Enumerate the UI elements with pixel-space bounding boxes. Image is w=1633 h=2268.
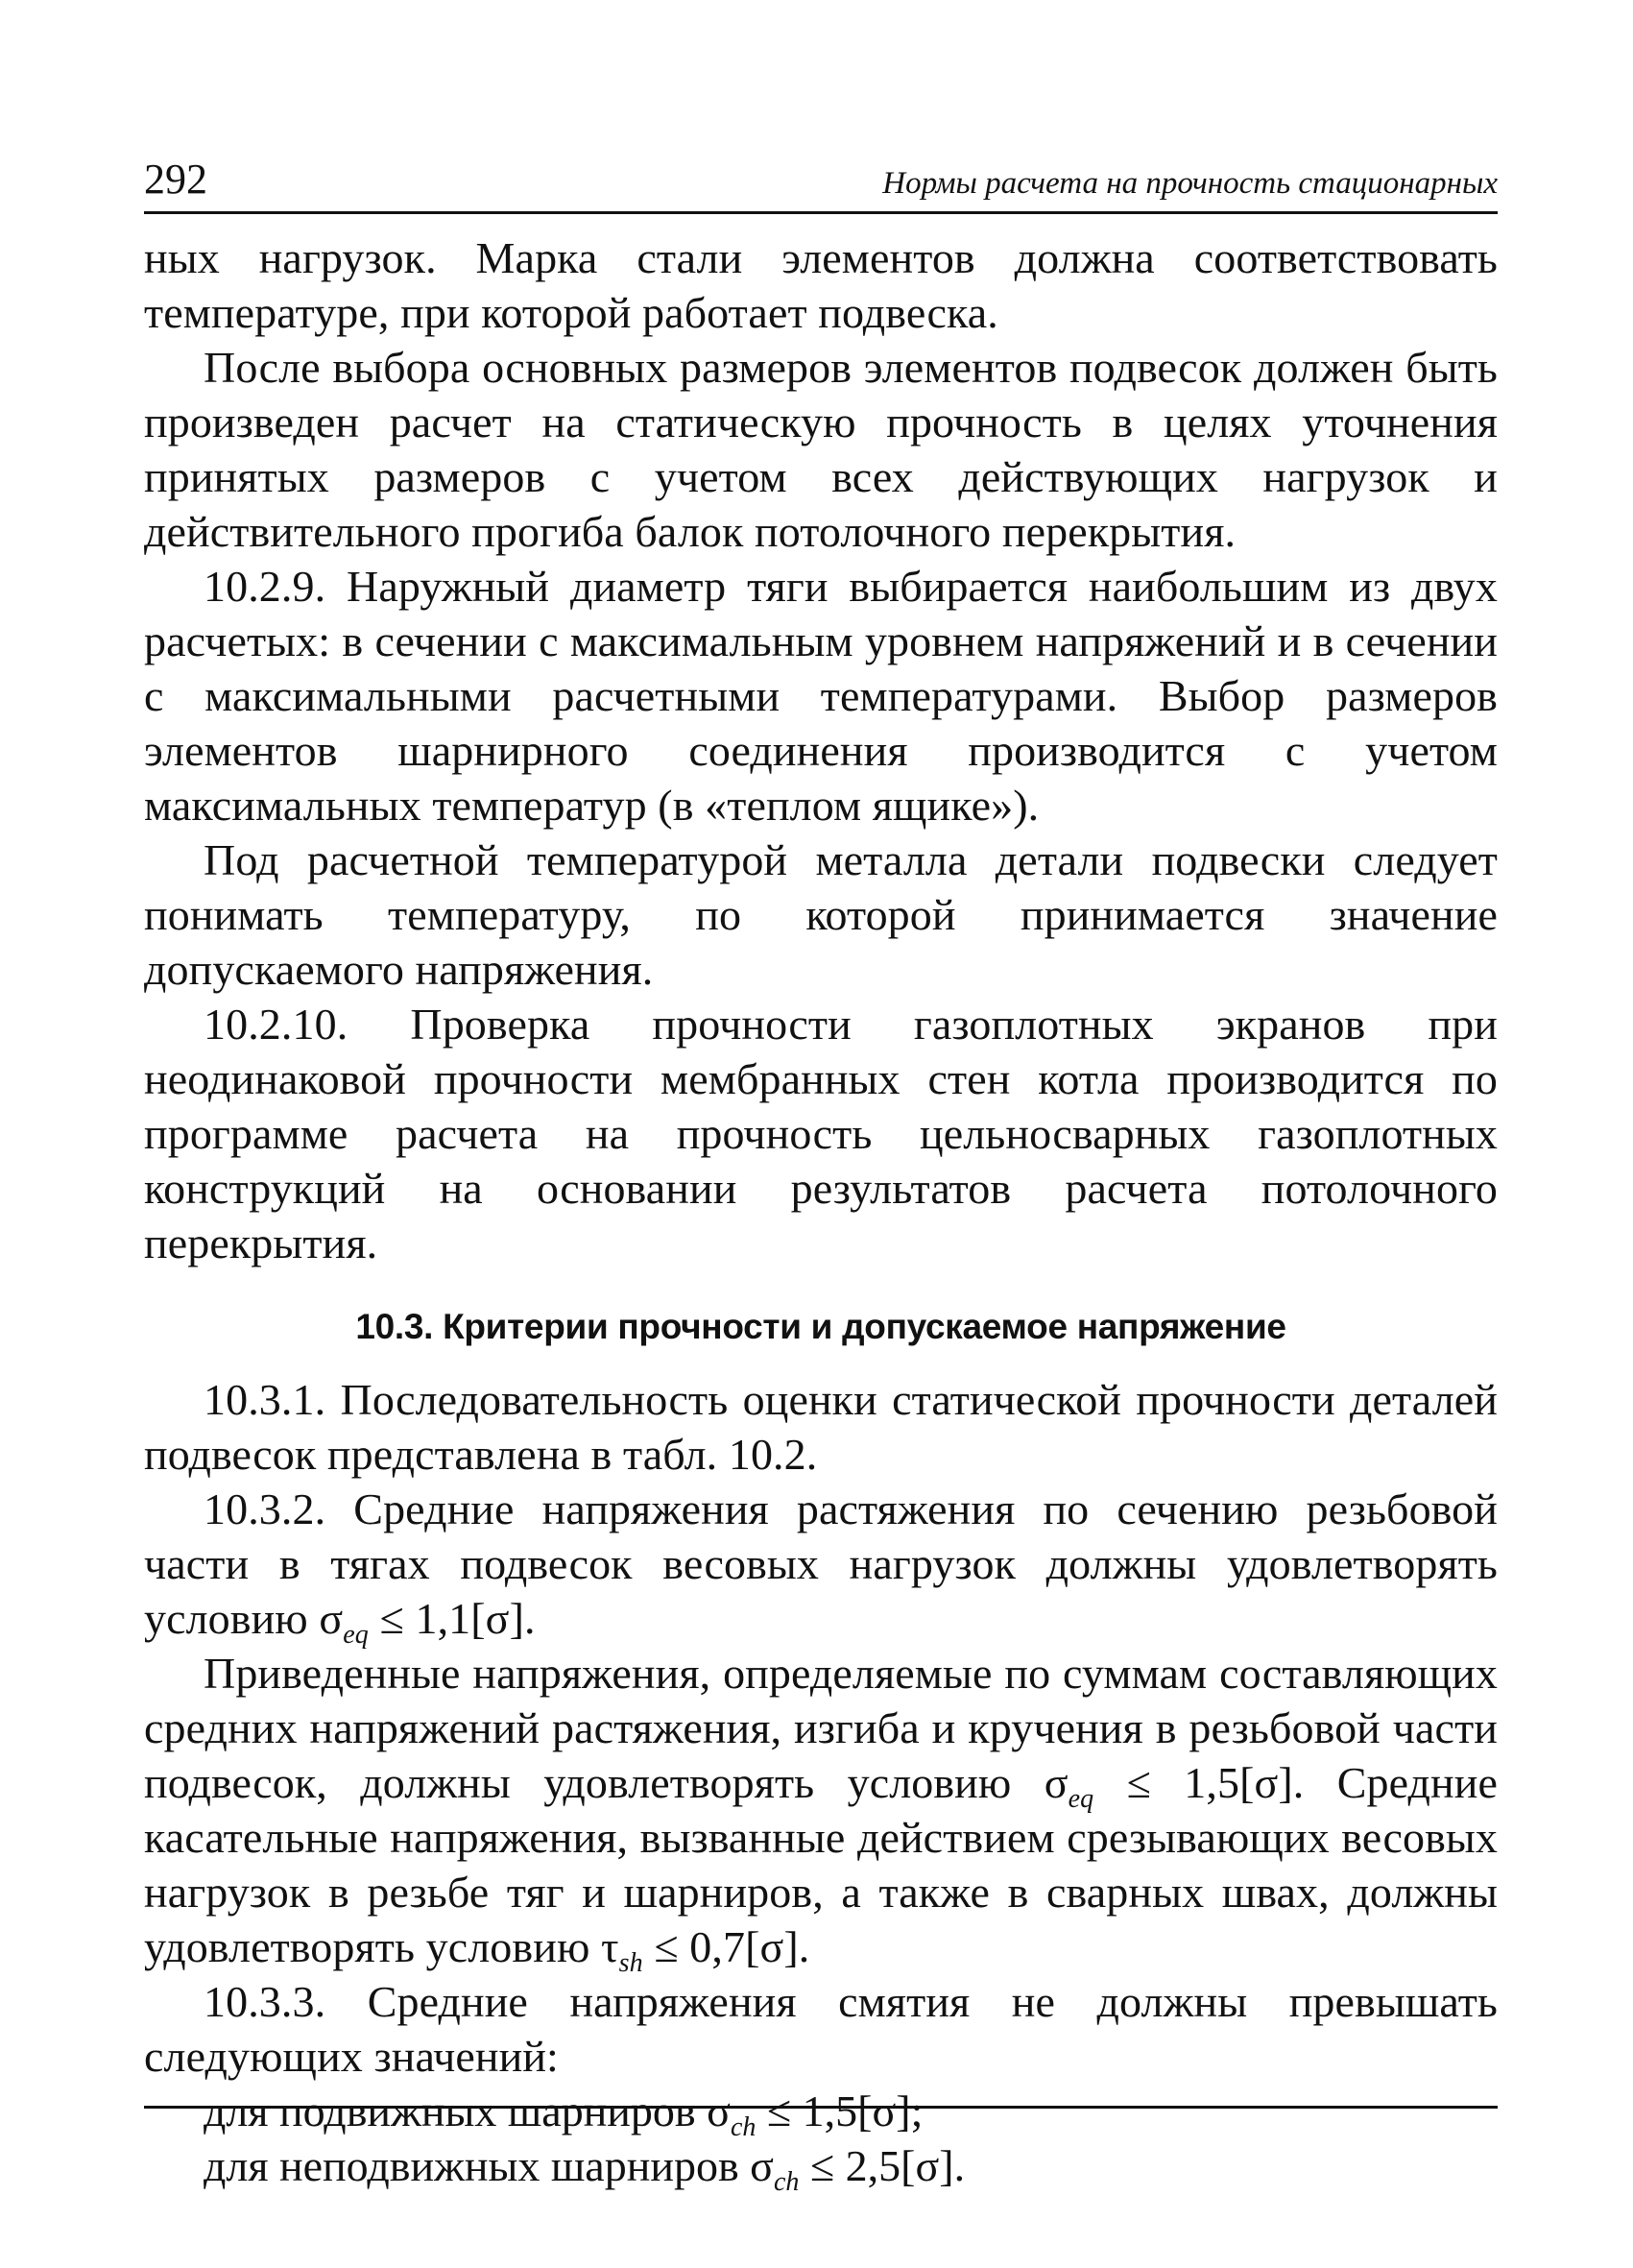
subscript: ch	[730, 2112, 756, 2143]
subscript: sh	[618, 1948, 643, 1979]
line-text: для подвижных шарниров σ	[204, 2087, 731, 2135]
paragraph-reduced-stress	[144, 1646, 1498, 1979]
paragraph: Под расчетной температурой металла детали подвески следует понимать температуру, по которой принимается значение допускаемого напряжения.	[144, 835, 1498, 994]
page-number: 292	[144, 156, 207, 203]
paragraph-10-3-1: 10.3.1. Последовательность оценки статической прочности деталей подвесок представлена в табл. 10.2.	[144, 1375, 1498, 1479]
paragraph-10-3-3: 10.3.3. Средние напряжения смятия не должны превышать следующих значений:	[144, 1977, 1498, 2081]
running-title: Нормы расчета на прочность стационарных	[882, 166, 1498, 201]
paragraph-10-3-2	[144, 1482, 1498, 1651]
line-text: ≤ 1,5[σ];	[756, 2087, 924, 2135]
subscript: eq	[1068, 1784, 1094, 1815]
footer-rule	[144, 2106, 1498, 2109]
condition-line-fixed	[144, 2138, 1498, 2198]
paragraph-text: 10.3.2. Средние напряжения растяжения по сечению резьбовой части в тягах подвесок весовых нагрузок должны удовлетворять условию σ	[144, 1484, 1498, 1643]
paragraph-text: ≤ 1,1[σ].	[368, 1594, 536, 1643]
section-heading: 10.3. Критерии прочности и допускаемое напряжение	[355, 1307, 1286, 1346]
page-header	[144, 154, 1498, 214]
paragraph: После выбора основных размеров элементов подвесок должен быть произведен расчет на статическую прочность в целях уточнения принятых размеров с учетом всех действующих нагрузок и действительного прогиба балок потолочного перекрытия.	[144, 343, 1498, 556]
body-text	[144, 230, 1498, 2198]
subscript: ch	[773, 2167, 800, 2198]
paragraph-text: ≤ 0,7[σ].	[642, 1922, 810, 1971]
paragraph-continuation: ных нагрузок. Марка стали элементов должна соответствовать температуре, при которой работает подвеска.	[144, 233, 1498, 337]
paragraph-10-2-9: 10.2.9. Наружный диаметр тяги выбирается наибольшим из двух расчетых: в сечении с максимальным уровнем напряжений и в сечении с максимальными расчетными температурами. Выбор размеров элементов шарнирного соединения производится с учетом максимальных температур (в «теплом ящике»).	[144, 562, 1498, 830]
condition-line-movable	[144, 2084, 1498, 2143]
line-text: ≤ 2,5[σ].	[799, 2141, 966, 2190]
paragraph-10-2-10: 10.2.10. Проверка прочности газоплотных экранов при неодинаковой прочности мембранных стен котла производится по программе расчета на прочность цельносварных газоплотных конструкций на основании результатов расчета потолочного перекрытия.	[144, 1000, 1498, 1267]
book-page	[144, 0, 1498, 2268]
subscript: eq	[343, 1620, 369, 1651]
paragraph-text: ≤ 1,5[σ]. Средние касательные напряжения, вызванные действием срезывающих весовых нагрузок в резьбе тяг и шарниров, а также в сварных швах, должны удовлетворять условию τ	[144, 1758, 1498, 1971]
line-text: для неподвижных шарниров σ	[204, 2141, 774, 2190]
paragraph-text: Приведенные напряжения, определяемые по суммам составляющих средних напряжений растяжения, изгиба и кручения в резьбовой части подвесок, должны удовлетворять условию σ	[144, 1649, 1498, 1807]
